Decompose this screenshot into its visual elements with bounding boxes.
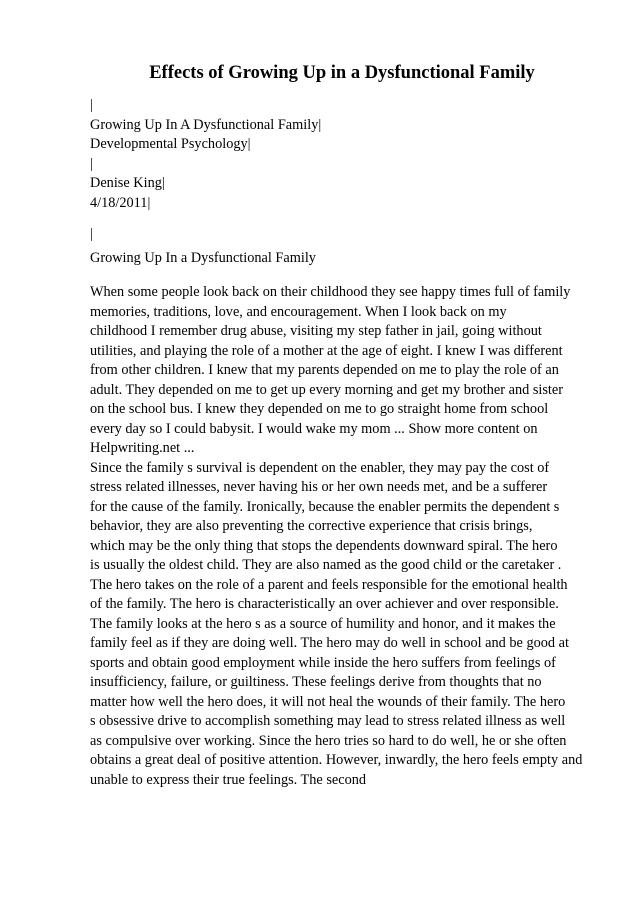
meta-line: | bbox=[90, 155, 93, 172]
body-line: memories, traditions, love, and encouragement. When I look back on my bbox=[90, 303, 507, 320]
body-line: utilities, and playing the role of a mother at the age of eight. I knew I was different bbox=[90, 342, 563, 359]
body-line: obtains a great deal of positive attention. However, inwardly, the hero feels empty and bbox=[90, 752, 583, 768]
document-body bbox=[90, 283, 610, 790]
body-line: Since the family s survival is dependent on the enabler, they may pay the cost of bbox=[90, 459, 550, 476]
meta-line: Growing Up In A Dysfunctional Family| bbox=[90, 116, 322, 133]
meta-line: | bbox=[90, 97, 93, 113]
date-line: 4/18/2011| bbox=[90, 194, 151, 211]
body-line: adult. They depended on me to get up every morning and get my brother and sister bbox=[90, 381, 563, 398]
author-line: Denise King| bbox=[90, 175, 165, 191]
body-line: behavior, they are also preventing the corrective experience that crisis brings, bbox=[90, 518, 533, 534]
body-line: which may be the only thing that stops the dependents downward spiral. The hero bbox=[90, 537, 558, 554]
body-line: s obsessive drive to accomplish something may lead to stress related illness as well bbox=[90, 713, 566, 729]
body-line: Helpwriting.net ... bbox=[90, 440, 195, 456]
meta-spacer bbox=[90, 213, 610, 225]
body-line: unable to express their true feelings. The second bbox=[90, 771, 367, 788]
body-line: The hero takes on the role of a parent and feels responsible for the emotional health bbox=[90, 576, 568, 593]
body-line: of the family. The hero is characteristically an over achiever and over responsible. bbox=[90, 596, 559, 612]
body-line: When some people look back on their childhood they see happy times full of family bbox=[90, 284, 571, 300]
body-line: The family looks at the hero s as a source of humility and honor, and it makes the bbox=[90, 615, 556, 632]
meta-line: Developmental Psychology| bbox=[90, 136, 251, 152]
document-title: Effects of Growing Up in a Dysfunctional Family bbox=[149, 63, 535, 83]
body-line: for the cause of the family. Ironically, because the enabler permits the dependent s bbox=[90, 498, 560, 515]
body-line: as compulsive over working. Since the hero tries so hard to do well, he or she often bbox=[90, 732, 567, 749]
body-line: from other children. I knew that my parents depended on me to play the role of an bbox=[90, 362, 559, 378]
body-line: is usually the oldest child. They are also named as the good child or the caretaker . bbox=[90, 557, 562, 573]
document-meta-block bbox=[90, 96, 610, 245]
body-line: childhood I remember drug abuse, visiting my step father in jail, going without bbox=[90, 323, 542, 339]
body-line: insufficiency, failure, or guiltiness. These feelings derive from thoughts that no bbox=[90, 674, 542, 690]
meta-line: | bbox=[90, 226, 93, 242]
body-line: family feel as if they are doing well. The hero may do well in school and be good at bbox=[90, 635, 569, 651]
document-subheading: Growing Up In a Dysfunctional Family bbox=[90, 250, 316, 266]
body-line: every day so I could babysit. I would wake my mom ... Show more content on bbox=[90, 420, 538, 437]
body-line: sports and obtain good employment while inside the hero suffers from feelings of bbox=[90, 654, 556, 671]
body-line: matter how well the hero does, it will not heal the wounds of their family. The hero bbox=[90, 693, 566, 710]
body-line: stress related illnesses, never having his or her own needs met, and be a sufferer bbox=[90, 479, 548, 495]
body-line: on the school bus. I knew they depended on me to go straight home from school bbox=[90, 401, 549, 417]
